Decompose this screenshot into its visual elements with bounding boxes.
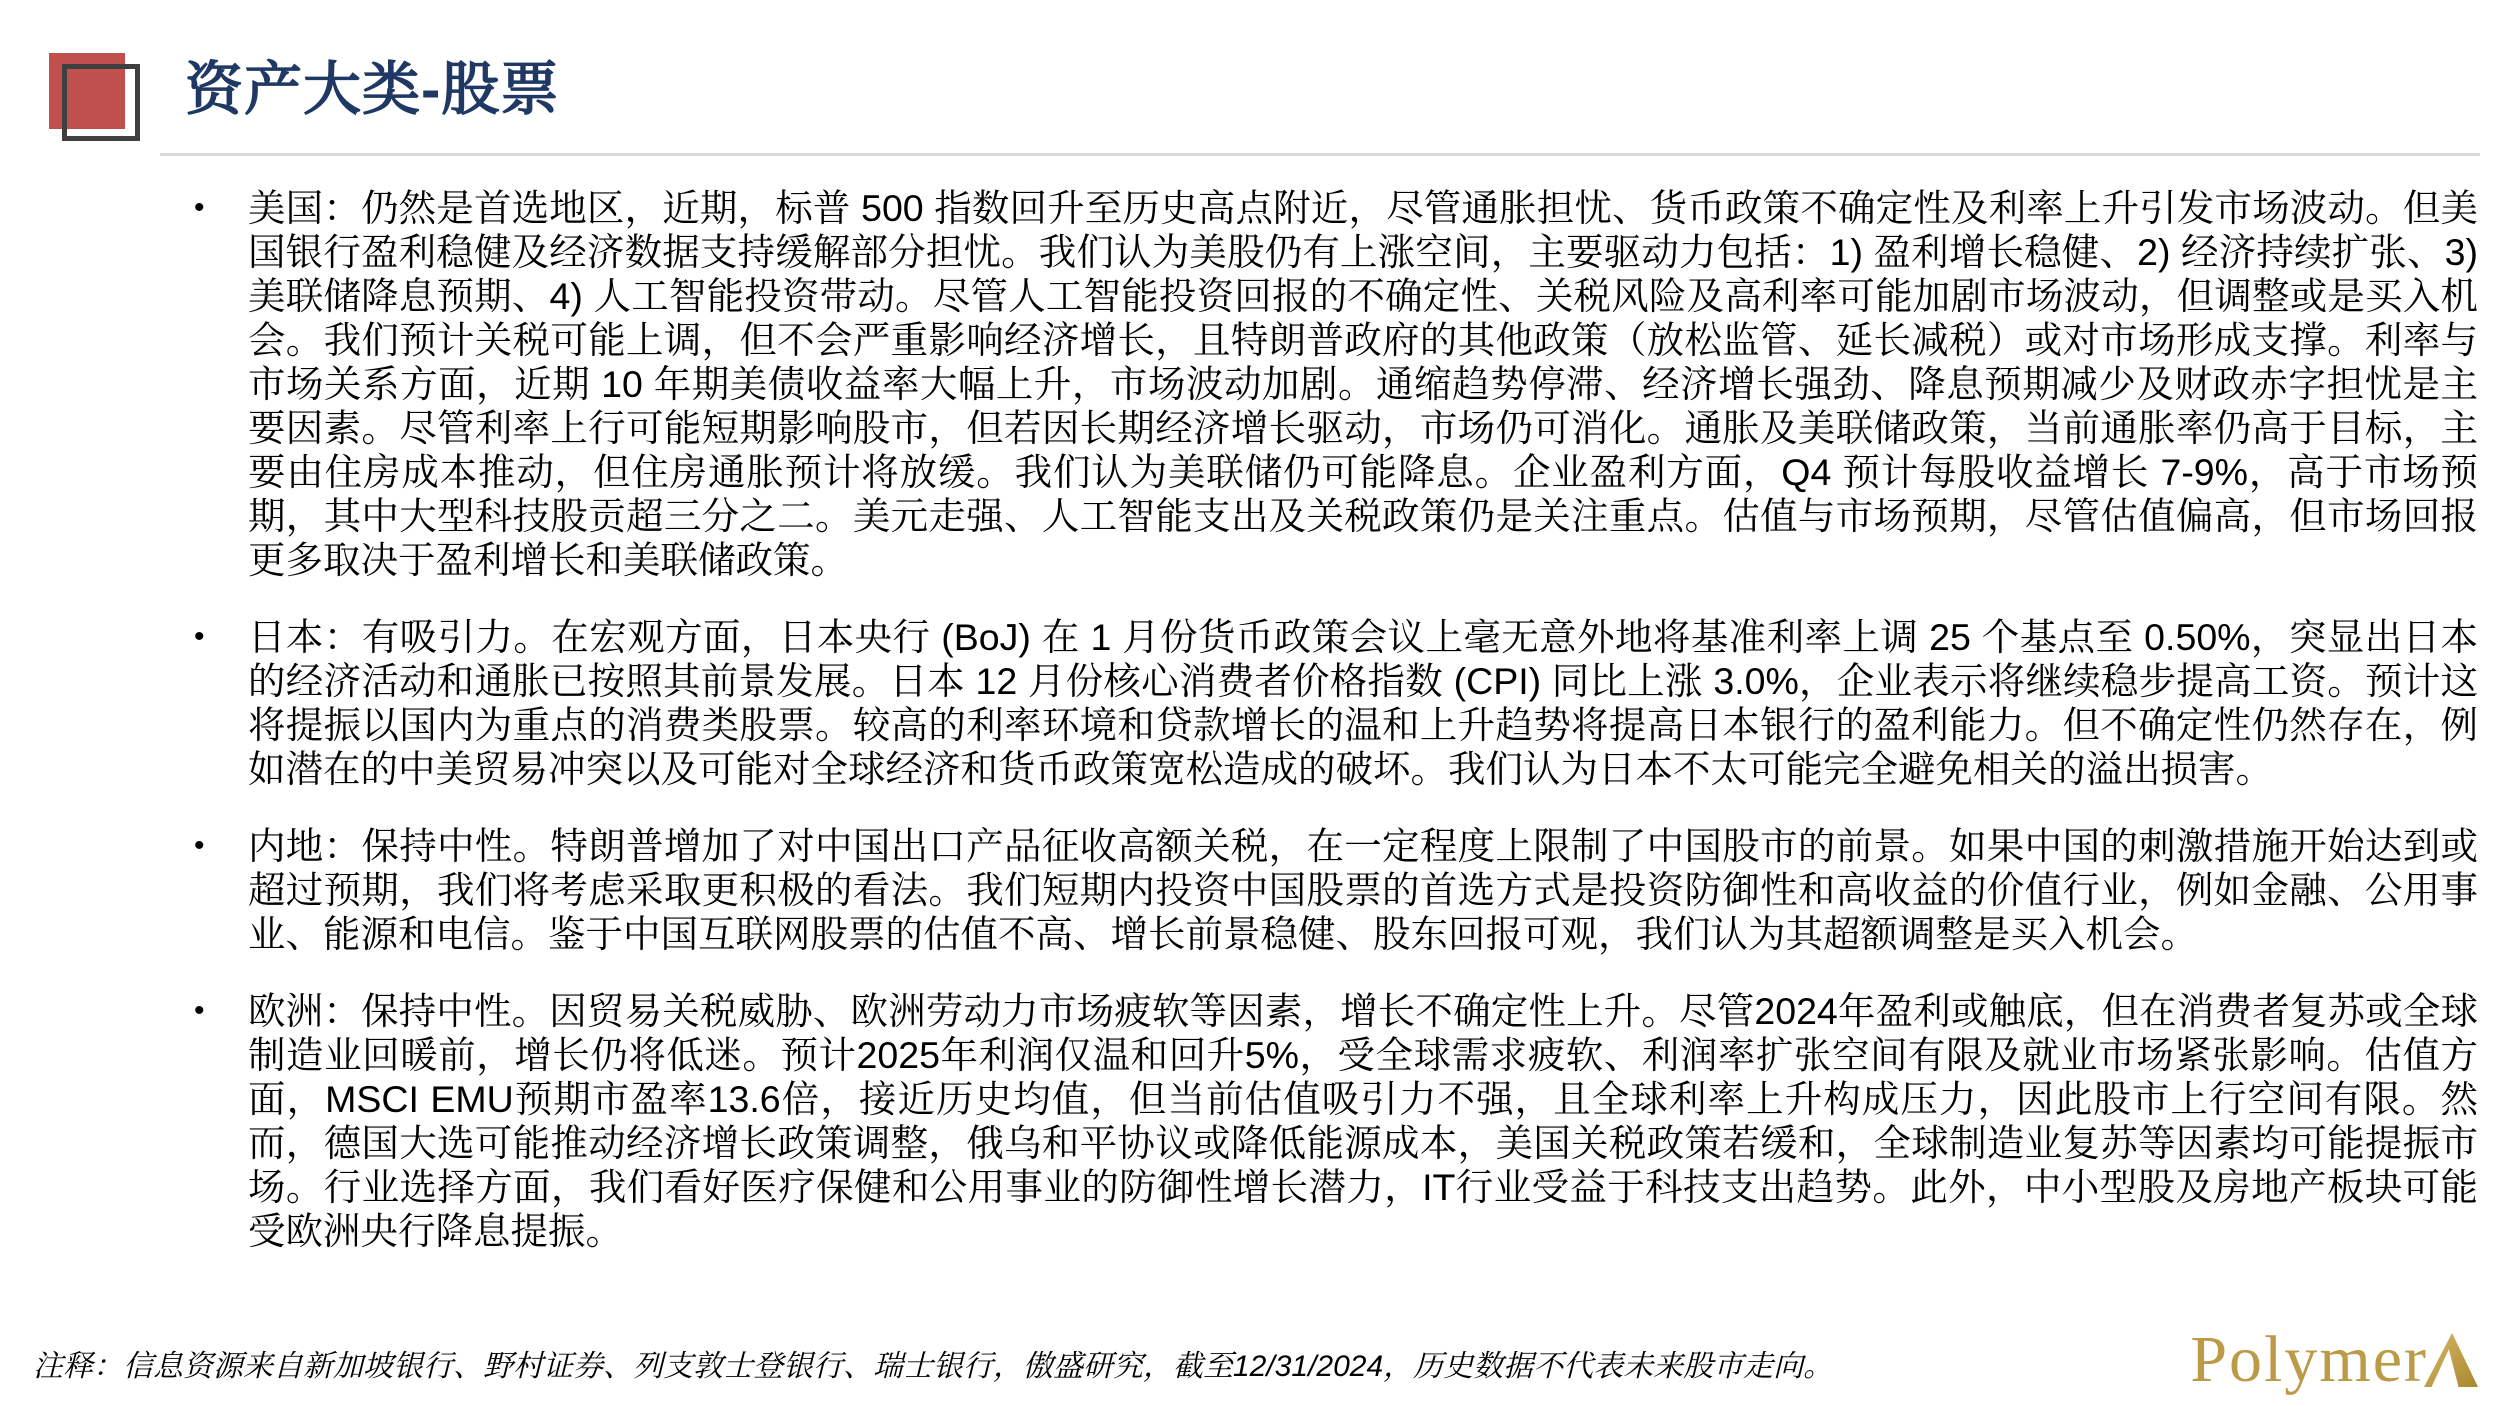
- bullet-text-mainland: 内地：保持中性。特朗普增加了对中国出口产品征收高额关税，在一定程度上限制了中国股市的前景。如果中国的刺激措施开始达到或超过预期，我们将考虑采取更积极的看法。我们短期内投资中国股票的首选方式是投资防御性和高收益的价值行业，例如金融、公用事业、能源和电信。鉴于中国互联网股票的估值不高、增长前景稳健、股东回报可观，我们认为其超额调整是买入机会。: [248, 825, 2478, 955]
- bullet-list: [188, 186, 2478, 1286]
- triangle-a-icon: [2424, 1332, 2478, 1388]
- outline-square-icon: [62, 64, 140, 141]
- title-divider: [160, 153, 2480, 156]
- bullet-text-us: 美国：仍然是首选地区，近期，标普 500 指数回升至历史高点附近，尽管通胀担忧、货币政策不确定性及利率上升引发市场波动。但美国银行盈利稳健及经济数据支持缓解部分担忧。我们认为美股仍有上涨空间，主要驱动力包括：1) 盈利增长稳健、2) 经济持续扩张、3) 美联储降息预期、4) 人工智能投资带动。尽管人工智能投资回报的不确定性、关税风险及高利率可能加剧市场波动，但调整或是买入机会。我们预计关税可能上调，但不会严重影响经济增长，且特朗普政府的其他政策（放松监管、延长减税）或对市场形成支撑。利率与市场关系方面，近期 10 年期美债收益率大幅上升，市场波动加剧。通缩趋势停滞、经济增长强劲、降息预期减少及财政赤字担忧是主要因素。尽管利率上行可能短期影响股市，但若因长期经济增长驱动，市场仍可消化。通胀及美联储政策，当前通胀率仍高于目标，主要由住房成本推动，但住房通胀预计将放缓。我们认为美联储仍可能降息。企业盈利方面，Q4 预计每股收益增长 7-9%，高于市场预期，其中大型科技股贡超三分之二。美元走强、人工智能支出及关税政策仍是关注重点。估值与市场预期，尽管估值偏高，但市场回报更多取决于盈利增长和美联储政策。: [248, 187, 2478, 581]
- logo-wordmark: Polymer: [2190, 1323, 2428, 1397]
- bullet-item-mainland: [188, 824, 2478, 956]
- bullet-item-japan: [188, 615, 2478, 791]
- bullet-marker-icon: •: [194, 829, 205, 862]
- bullet-text-japan: 日本：有吸引力。在宏观方面，日本央行 (BoJ) 在 1 月份货币政策会议上毫无意外地将基准利率上调 25 个基点至 0.50%，突显出日本的经济活动和通胀已按照其前景发展。日本 12 月份核心消费者价格指数 (CPI) 同比上涨 3.0%，企业表示将继续稳步提高工资。预计这将提振以国内为重点的消费类股票。较高的利率环境和贷款增长的温和上升趋势将提高日本银行的盈利能力。但不确定性仍然存在，例如潜在的中美贸易冲突以及可能对全球经济和货币政策宽松造成的破坏。我们认为日本不太可能完全避免相关的溢出损害。: [248, 616, 2478, 790]
- logo: [2190, 1323, 2478, 1397]
- bullet-item-europe: [188, 989, 2478, 1253]
- page-title: 资产大类-股票: [185, 57, 560, 122]
- footnote: 注释：信息资源来自新加坡银行、野村证券、列支敦士登银行、瑞士银行，傲盛研究，截至12/31/2024，历史数据不代表未来股市走向。: [33, 1350, 1834, 1383]
- bullet-marker-icon: •: [194, 620, 205, 653]
- bullet-marker-icon: •: [194, 191, 205, 224]
- bullet-item-us: [188, 186, 2478, 582]
- bullet-marker-icon: •: [194, 994, 205, 1027]
- bullet-text-europe: 欧洲：保持中性。因贸易关税威胁、欧洲劳动力市场疲软等因素，增长不确定性上升。尽管2024年盈利或触底，但在消费者复苏或全球制造业回暖前，增长仍将低迷。预计2025年利润仅温和回升5%，受全球需求疲软、利润率扩张空间有限及就业市场紧张影响。估值方面，MSCI EMU预期市盈率13.6倍，接近历史均值，但当前估值吸引力不强，且全球利率上升构成压力，因此股市上行空间有限。然而，德国大选可能推动经济增长政策调整，俄乌和平协议或降低能源成本，美国关税政策若缓和，全球制造业复苏等因素均可能提振市场。行业选择方面，我们看好医疗保健和公用事业的防御性增长潜力，IT行业受益于科技支出趋势。此外，中小型股及房地产板块可能受欧洲央行降息提振。: [248, 990, 2478, 1252]
